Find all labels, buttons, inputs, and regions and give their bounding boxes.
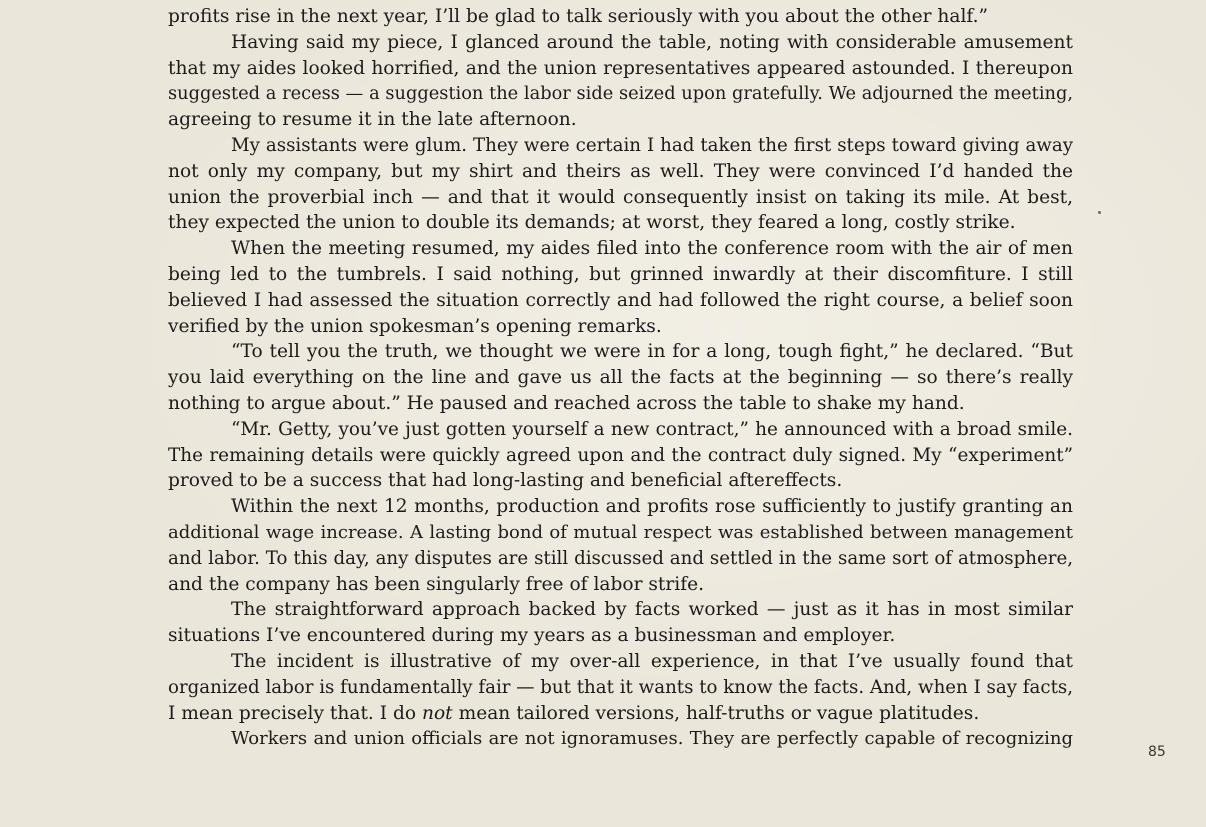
page-number: 85 [1148,744,1166,760]
text-line: “Mr. Getty, you’ve just gotten yourself a new contract,” he announced with a broad smile. [231,418,1073,440]
text-line: proved to be a success that had long-lasting and beneficial aftereffects. [168,470,843,492]
text-line: agreeing to resume it in the late afternoon. [168,109,577,131]
text-line: I mean precisely that. I do not mean tailored versions, half-truths or vague platitudes. [168,702,980,724]
body-text [168,4,1073,752]
text-line: profits rise in the next year, I’ll be glad to talk seriously with you about the other half.” [168,6,989,27]
text-line: situations I’ve encountered during my years as a businessman and employer. [168,625,896,647]
text-line: The incident is illustrative of my over-all experience, in that I’ve usually found that [231,650,1073,672]
text-line: When the meeting resumed, my aides filed into the conference room with the air of men [231,238,1073,260]
paper-speck [1098,211,1101,214]
text-line: not only my company, but my shirt and theirs as well. They were convinced I’d handed the [168,160,1073,182]
text-line: Within the next 12 months, production and profits rose sufficiently to justify granting an [231,496,1073,518]
text-line: believed I had assessed the situation correctly and had followed the right course, a belief soon [168,289,1073,311]
text-line: union the proverbial inch — and that it would consequently insist on taking its mile. At best, [168,186,1073,208]
text-line: they expected the union to double its demands; at worst, they feared a long, costly strike. [168,212,1016,234]
text-line: you laid everything on the line and gave us all the facts at the beginning — so there’s really [168,367,1073,389]
emphasis-not: not [422,702,453,724]
text-line: verified by the union spokesman’s opening remarks. [168,315,662,337]
text-line: suggested a recess — a suggestion the labor side seized upon gratefully. We adjourned the meeting, [168,83,1073,105]
text-line: nothing to argue about.” He paused and reached across the table to shake my hand. [168,392,965,414]
text-line: organized labor is fundamentally fair — but that it wants to know the facts. And, when I say facts, [168,676,1073,698]
text-line: additional wage increase. A lasting bond of mutual respect was established between management [168,521,1073,543]
text-line: The straightforward approach backed by facts worked — just as it has in most similar [231,599,1073,621]
text-line: and the company has been singularly free of labor strife. [168,573,705,595]
text-line: and labor. To this day, any disputes are still discussed and settled in the same sort of atmosphere, [168,547,1073,569]
text-line: Having said my piece, I glanced around the table, noting with considerable amusement [231,31,1073,53]
text-line: that my aides looked horrified, and the union representatives appeared astounded. I thereupon [168,57,1073,79]
text-line: My assistants were glum. They were certain I had taken the first steps toward giving away [231,134,1073,156]
text-line: “To tell you the truth, we thought we were in for a long, tough fight,” he declared. “But [231,341,1073,363]
text-line: The remaining details were quickly agreed upon and the contract duly signed. My “experiment” [168,444,1073,466]
text-line: being led to the tumbrels. I said nothing, but grinned inwardly at their discomfiture. I still [168,263,1073,285]
text-line: Workers and union officials are not ignoramuses. They are perfectly capable of recognizing [231,728,1073,750]
